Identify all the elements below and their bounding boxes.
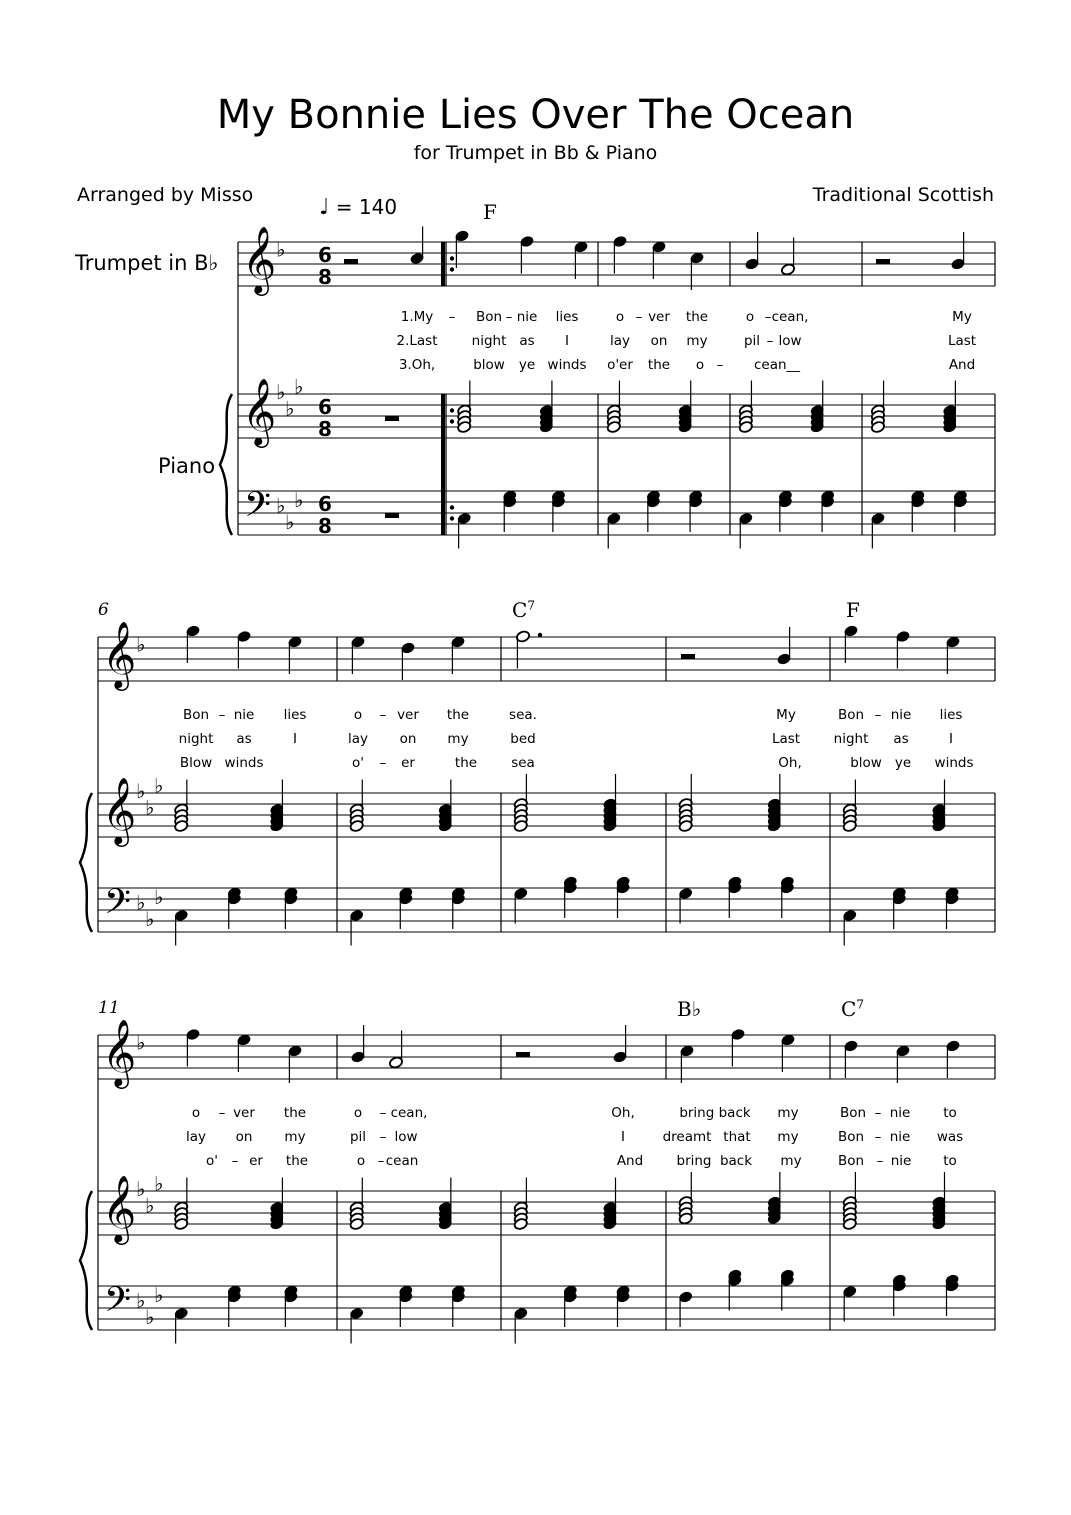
bass-clef-icon: 𝄢 (104, 1279, 132, 1328)
lyric-syllable: Bon (837, 1129, 865, 1145)
treble-clef-icon: 𝄞 (102, 1174, 137, 1242)
flat-icon: ♭ (136, 890, 146, 915)
lyric-hyphen: – (379, 755, 387, 771)
lyric-syllable: back (719, 1153, 753, 1169)
flat-icon: ♭ (276, 237, 286, 262)
lyric-syllable: pil (349, 1129, 367, 1145)
lyric-syllable: lay (609, 333, 631, 349)
lyric-syllable: My (776, 707, 796, 723)
bass-clef-icon: 𝄢 (244, 484, 272, 533)
flat-icon: ♭ (285, 510, 295, 534)
flat-icon: ♭ (294, 488, 304, 512)
quarter-note-icon: ♩ (319, 195, 330, 220)
rest (344, 259, 358, 264)
flat-icon: ♭ (136, 1177, 146, 1201)
lyric-syllable: I (293, 731, 297, 747)
composer-credit: Traditional Scottish (812, 184, 994, 206)
lyric-syllable: winds (547, 357, 587, 373)
lyric-syllable: 3.Oh, (398, 357, 436, 373)
lyric-syllable: Last (771, 731, 801, 747)
repeat-dot (450, 505, 454, 509)
rest (876, 259, 890, 264)
rest (385, 416, 399, 421)
flat-icon: ♭ (154, 1283, 164, 1307)
flat-icon: ♭ (154, 1171, 164, 1196)
lyric-syllable: Oh, (611, 1105, 635, 1121)
lyric-syllable: the (454, 755, 478, 771)
flat-icon: ♭ (145, 1305, 155, 1329)
chord-root: C (841, 997, 857, 1021)
lyric-syllable: as (893, 731, 909, 747)
lyric-syllable: o' (206, 1153, 218, 1169)
lyric-syllable: cean, (771, 309, 809, 325)
lyric-syllable: er (401, 755, 415, 771)
lyric-syllable: nie (516, 309, 538, 325)
lyric-syllable: Bon (839, 1105, 867, 1121)
lyric-syllable: was (936, 1129, 964, 1145)
lyric-syllable: lies (283, 707, 307, 723)
lyric-syllable: that (723, 1129, 751, 1145)
lyric-syllable: the (446, 707, 470, 723)
time-signature: 8 (318, 514, 332, 538)
flat-icon: ♭ (154, 885, 164, 909)
lyric-syllable: nie (890, 707, 912, 723)
lyric-syllable: on (235, 1129, 253, 1145)
lyric-syllable: 1.My (400, 309, 434, 325)
flat-icon: ♭ (145, 907, 155, 931)
lyric-syllable: lay (347, 731, 369, 747)
instrument-label-piano: Piano (158, 454, 216, 478)
lyric-hyphen: – (379, 707, 387, 723)
lyric-syllable: night (833, 731, 869, 747)
flat-icon: ♭ (136, 779, 146, 803)
lyric-syllable: o (695, 357, 705, 373)
lyric-syllable: as (236, 731, 252, 747)
score-title: My Bonnie Lies Over The Ocean (216, 92, 855, 138)
lyric-hyphen: – (379, 1105, 387, 1121)
treble-clef-icon: 𝄞 (102, 1018, 137, 1086)
dot (538, 633, 542, 637)
lyric-hyphen: – (218, 707, 226, 723)
lyric-syllable: Bon (182, 707, 210, 723)
chord-extension: 7 (856, 997, 864, 1012)
lyric-syllable: nie (890, 1153, 912, 1169)
flat-icon: ♭ (136, 1288, 146, 1313)
repeat-dot (450, 256, 454, 260)
lyric-hyphen: – (635, 309, 643, 325)
measure-number: 11 (98, 998, 120, 1018)
lyric-syllable: to (943, 1105, 957, 1121)
lyric-syllable: the (685, 309, 709, 325)
lyric-syllable: my (777, 1105, 799, 1121)
lyric-hyphen: – (764, 309, 772, 325)
lyric-syllable: my (284, 1129, 306, 1145)
lyric-syllable: Bon (475, 309, 503, 325)
lyric-syllable: cean__ (753, 357, 801, 373)
treble-clef-icon: 𝄞 (102, 620, 137, 688)
score-subtitle: for Trumpet in Bb & Piano (413, 142, 658, 164)
measure-number: 6 (98, 600, 109, 620)
lyric-syllable: I (621, 1129, 625, 1145)
lyric-syllable: o (191, 1105, 201, 1121)
lyric-hyphen: – (231, 1153, 239, 1169)
lyric-syllable: as (519, 333, 535, 349)
chord-root: F (846, 598, 860, 622)
lyric-syllable: o (353, 707, 363, 723)
lyric-syllable: bed (510, 731, 536, 747)
time-signature: 8 (318, 265, 332, 289)
lyric-syllable: low (394, 1129, 418, 1145)
lyric-syllable: night (471, 333, 507, 349)
chord-root: F (483, 200, 497, 224)
lyric-syllable: low (778, 333, 802, 349)
lyric-hyphen: – (377, 1153, 385, 1169)
repeat-dot (450, 267, 454, 271)
flat-icon: ♭ (285, 396, 295, 421)
lyric-hyphen: – (874, 707, 882, 723)
lyric-syllable: nie (233, 707, 255, 723)
piano-brace (80, 1191, 92, 1330)
chord-root: C (512, 598, 528, 622)
piano-brace (220, 394, 232, 535)
lyric-syllable: Oh, (778, 755, 802, 771)
lyric-syllable: Blow (179, 755, 213, 771)
lyric-syllable: o' (352, 755, 364, 771)
lyric-syllable: my (777, 1129, 799, 1145)
lyric-syllable: on (399, 731, 417, 747)
lyric-syllable: ye (894, 755, 912, 771)
lyric-syllable: lay (185, 1129, 207, 1145)
lyric-syllable: ye (518, 357, 536, 373)
lyric-syllable: er (249, 1153, 263, 1169)
rest (681, 654, 695, 659)
lyric-hyphen: – (505, 309, 513, 325)
arranger-credit: Arranged by Misso (77, 184, 254, 206)
lyric-syllable: bring (676, 1153, 712, 1169)
chord-root: B♭ (677, 997, 702, 1021)
lyric-syllable: to (943, 1153, 957, 1169)
lyric-syllable: And (948, 357, 976, 373)
flat-icon: ♭ (136, 632, 146, 657)
time-signature: 6 (318, 395, 332, 419)
lyric-syllable: ver (397, 707, 419, 723)
lyric-syllable: I (949, 731, 953, 747)
chord-extension: 7 (527, 598, 535, 613)
lyric-syllable: o (745, 309, 755, 325)
flat-icon: ♭ (276, 493, 286, 518)
tempo-value: = 140 (335, 195, 398, 219)
treble-clef-icon: 𝄞 (242, 377, 277, 445)
lyric-syllable: winds (934, 755, 974, 771)
lyric-syllable: o (615, 309, 625, 325)
rest (385, 513, 399, 518)
lyric-syllable: And (616, 1153, 644, 1169)
lyric-syllable: 2.Last (396, 333, 438, 349)
lyric-hyphen: – (716, 357, 724, 373)
lyric-syllable: sea. (509, 707, 537, 723)
flat-icon: ♭ (294, 374, 304, 399)
lyric-syllable: the (647, 357, 671, 373)
lyric-hyphen: – (379, 1129, 387, 1145)
repeat-dot (450, 408, 454, 412)
flat-icon: ♭ (276, 380, 286, 404)
lyric-syllable: winds (224, 755, 264, 771)
lyric-syllable: I (565, 333, 569, 349)
lyric-syllable: nie (889, 1105, 911, 1121)
lyric-hyphen: – (448, 309, 456, 325)
lyric-syllable: on (650, 333, 668, 349)
time-signature: 8 (318, 417, 332, 441)
repeat-dot (450, 516, 454, 520)
flat-icon: ♭ (136, 1030, 146, 1055)
repeat-dot (450, 419, 454, 423)
lyric-syllable: cean (385, 1153, 419, 1169)
flat-icon: ♭ (145, 1193, 155, 1218)
lyric-syllable: ver (648, 309, 670, 325)
time-signature: 6 (318, 243, 332, 267)
lyric-syllable: bring back (679, 1105, 751, 1121)
lyric-syllable: o (353, 1105, 363, 1121)
flat-icon: ♭ (145, 795, 155, 820)
lyric-syllable: night (178, 731, 214, 747)
lyric-syllable: o'er (607, 357, 633, 373)
lyric-syllable: nie (889, 1129, 911, 1145)
lyric-syllable: dreamt (662, 1129, 712, 1145)
lyric-syllable: lies (939, 707, 963, 723)
lyric-syllable: Last (947, 333, 977, 349)
lyric-syllable: ver (233, 1105, 255, 1121)
bass-clef-icon: 𝄢 (104, 881, 132, 930)
rest (516, 1052, 530, 1057)
piano-brace (80, 793, 92, 932)
lyric-syllable: o (356, 1153, 366, 1169)
time-signature: 6 (318, 492, 332, 516)
lyric-syllable: blow (850, 755, 882, 771)
lyric-syllable: Bon (837, 1153, 865, 1169)
treble-clef-icon: 𝄞 (242, 225, 277, 293)
lyric-syllable: my (780, 1153, 802, 1169)
lyric-syllable: Bon (837, 707, 865, 723)
lyric-hyphen: – (874, 1105, 882, 1121)
lyric-syllable: blow (473, 357, 505, 373)
lyric-syllable: lies (555, 309, 579, 325)
lyric-syllable: the (285, 1153, 309, 1169)
lyric-hyphen: – (218, 1105, 226, 1121)
instrument-label-trumpet: Trumpet in B♭ (75, 251, 219, 275)
lyric-hyphen: – (876, 1153, 884, 1169)
treble-clef-icon: 𝄞 (102, 776, 137, 844)
lyric-syllable: pil (743, 333, 761, 349)
lyric-syllable: My (952, 309, 972, 325)
lyric-syllable: cean, (390, 1105, 428, 1121)
lyric-syllable: sea (511, 755, 535, 771)
lyric-hyphen: – (874, 1129, 882, 1145)
lyric-hyphen: – (766, 333, 774, 349)
flat-icon: ♭ (154, 773, 164, 798)
lyric-syllable: my (447, 731, 469, 747)
lyric-syllable: my (686, 333, 708, 349)
lyric-syllable: the (283, 1105, 307, 1121)
